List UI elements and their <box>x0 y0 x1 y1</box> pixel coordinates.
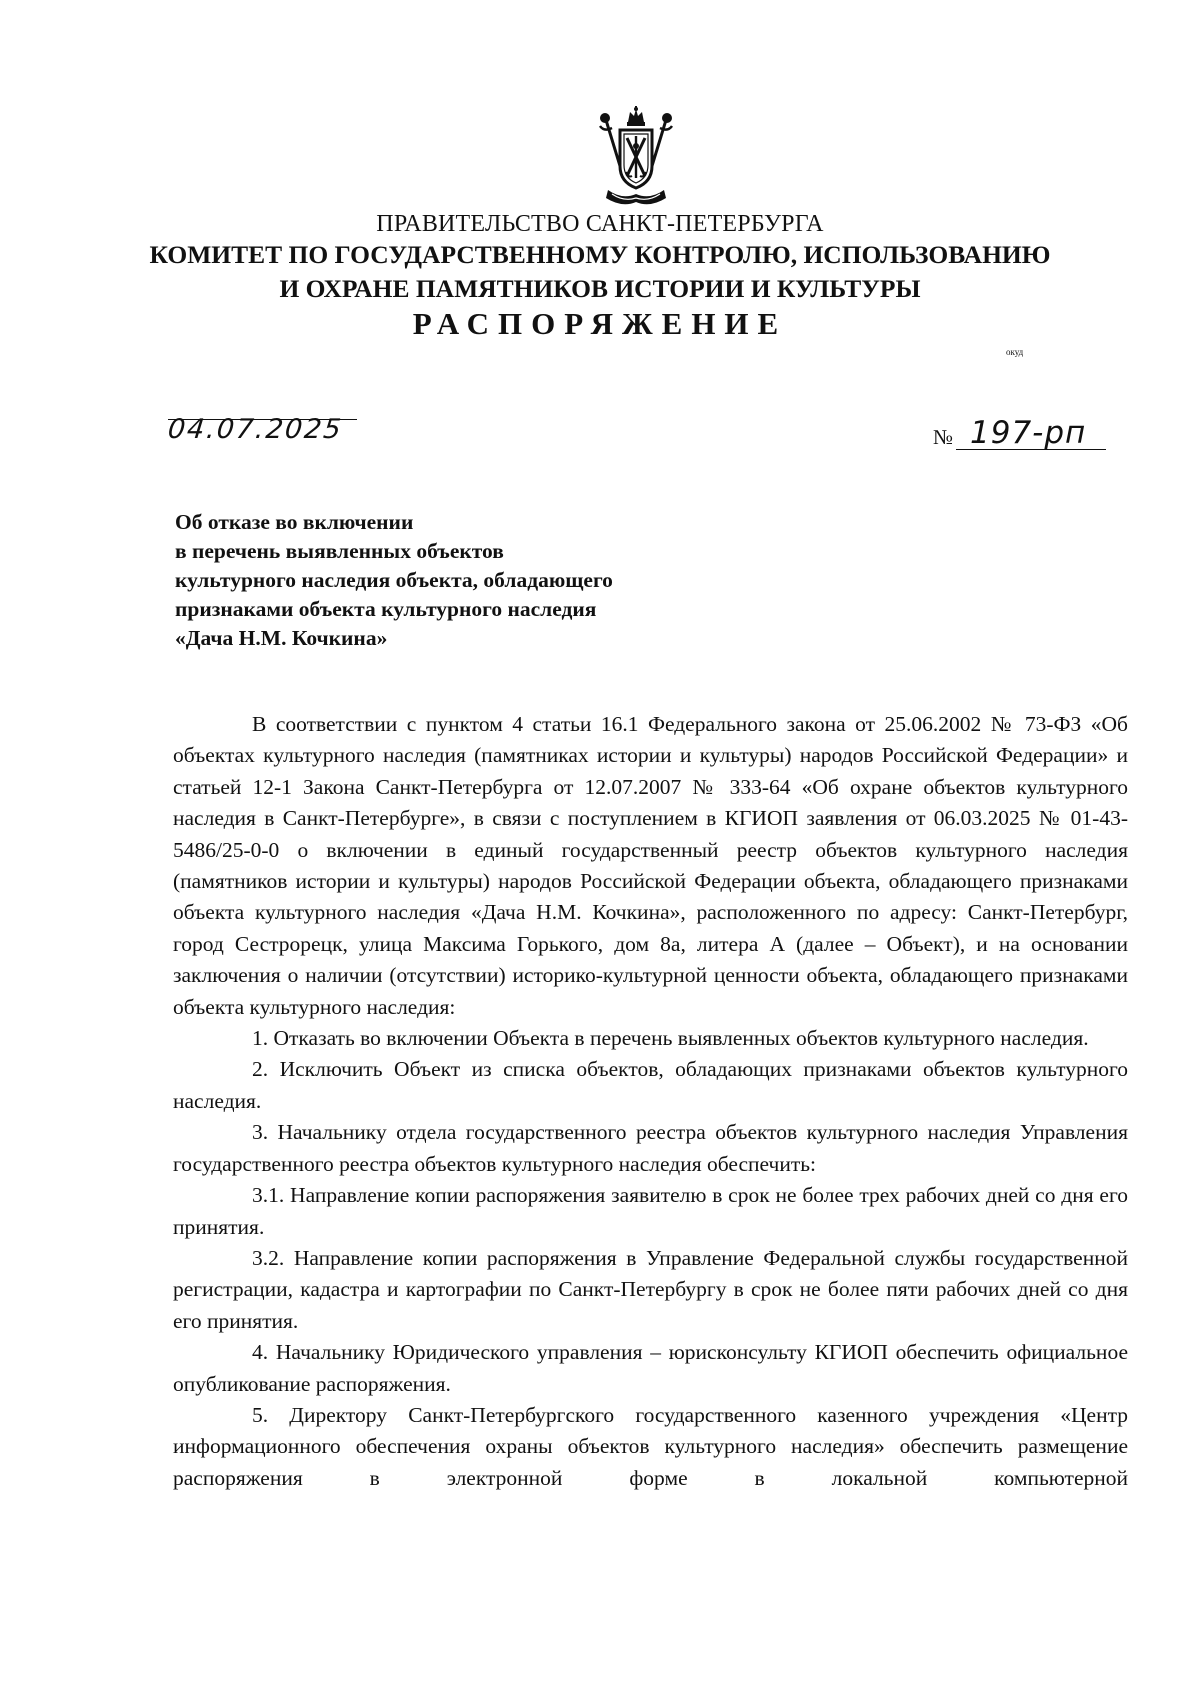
item-paragraph: 3.1. Направление копии распоряжения заявителю в срок не более трех рабочих дней со дня его принятия. <box>173 1183 1128 1239</box>
item-paragraph: 1. Отказать во включении Объекта в перечень выявленных объектов культурного наследия. <box>252 1026 1089 1051</box>
subject-line: культурного наследия объекта, обладающего <box>175 568 613 592</box>
document-date: 04.07.2025 <box>166 414 345 445</box>
number-underline <box>956 449 1106 450</box>
item-paragraph: 3.2. Направление копии распоряжения в Управление Федеральной службы государственной регистрации, кадастра и картографии по Санкт-Петербургу в срок не более пяти рабочих дней со дня его принятия. <box>173 1245 1128 1333</box>
subject-line: признаками объекта культурного наследия <box>175 597 597 621</box>
coat-of-arms-emblem <box>594 106 678 208</box>
committee-name-line2: И ОХРАНЕ ПАМЯТНИКОВ ИСТОРИИ И КУЛЬТУРЫ <box>279 274 921 303</box>
document-number: 197-рп <box>970 415 1087 451</box>
item-paragraph: 5. Директору Санкт-Петербургского государственного казенного учреждения «Центр информационного обеспечения охраны объектов культурного наследия» обеспечить размещение распоряжения в электронной форме в локальной компьютерной <box>173 1402 1128 1490</box>
item-paragraph: 3. Начальнику отдела государственного реестра объектов культурного наследия Управления государственного реестра объектов культурного наследия обеспечить: <box>173 1120 1128 1176</box>
subject-line: в перечень выявленных объектов <box>175 539 504 563</box>
subject-line: Об отказе во включении <box>175 510 414 534</box>
saint-petersburg-coat-of-arms-icon <box>594 106 678 208</box>
document-subject <box>175 508 795 653</box>
committee-name-line1: КОМИТЕТ ПО ГОСУДАРСТВЕННОМУ КОНТРОЛЮ, ИСПОЛЬЗОВАНИЮ <box>149 240 1051 269</box>
subject-line: «Дача Н.М. Кочкина» <box>175 626 388 650</box>
item-paragraph: 2. Исключить Объект из списка объектов, обладающих признаками объектов культурного наследия. <box>173 1057 1128 1113</box>
item-paragraph: 4. Начальнику Юридического управления – юрисконсульту КГИОП обеспечить официальное опубликование распоряжения. <box>173 1340 1128 1396</box>
document-body <box>173 709 1128 1494</box>
number-label: № <box>933 425 954 449</box>
preamble-paragraph: В соответствии с пунктом 4 статьи 16.1 Федерального закона от 25.06.2002 № 73-ФЗ «Об объектах культурного наследия (памятниках истории и культуры) народов Российской Федерации» и статьей 12-1 Закона Санкт-Петербурга от 12.07.2007 № 333-64 «Об охране объектов культурного наследия в Санкт-Петербурге», в связи с поступлением в КГИОП заявления от 06.03.2025 № 01-43-5486/25-0-0 о включении в единый государственный реестр объектов культурного наследия (памятников истории и культуры) народов Российской Федерации объекта, обладающего признаками объекта культурного наследия «Дача Н.М. Кочкина», расположенного по адресу: Санкт-Петербург, город Сестрорецк, улица Максима Горького, дом 8а, литера А (далее – Объект), и на основании заключения о наличии (отсутствии) историко-культурной ценности объекта, обладающего признаками объекта культурного наследия: <box>173 712 1128 1019</box>
date-underline <box>168 419 357 420</box>
okud-mark: окуд <box>1006 347 1024 357</box>
document-type-title: РАСПОРЯЖЕНИЕ <box>412 306 788 341</box>
government-title: ПРАВИТЕЛЬСТВО САНКТ-ПЕТЕРБУРГА <box>376 211 824 237</box>
